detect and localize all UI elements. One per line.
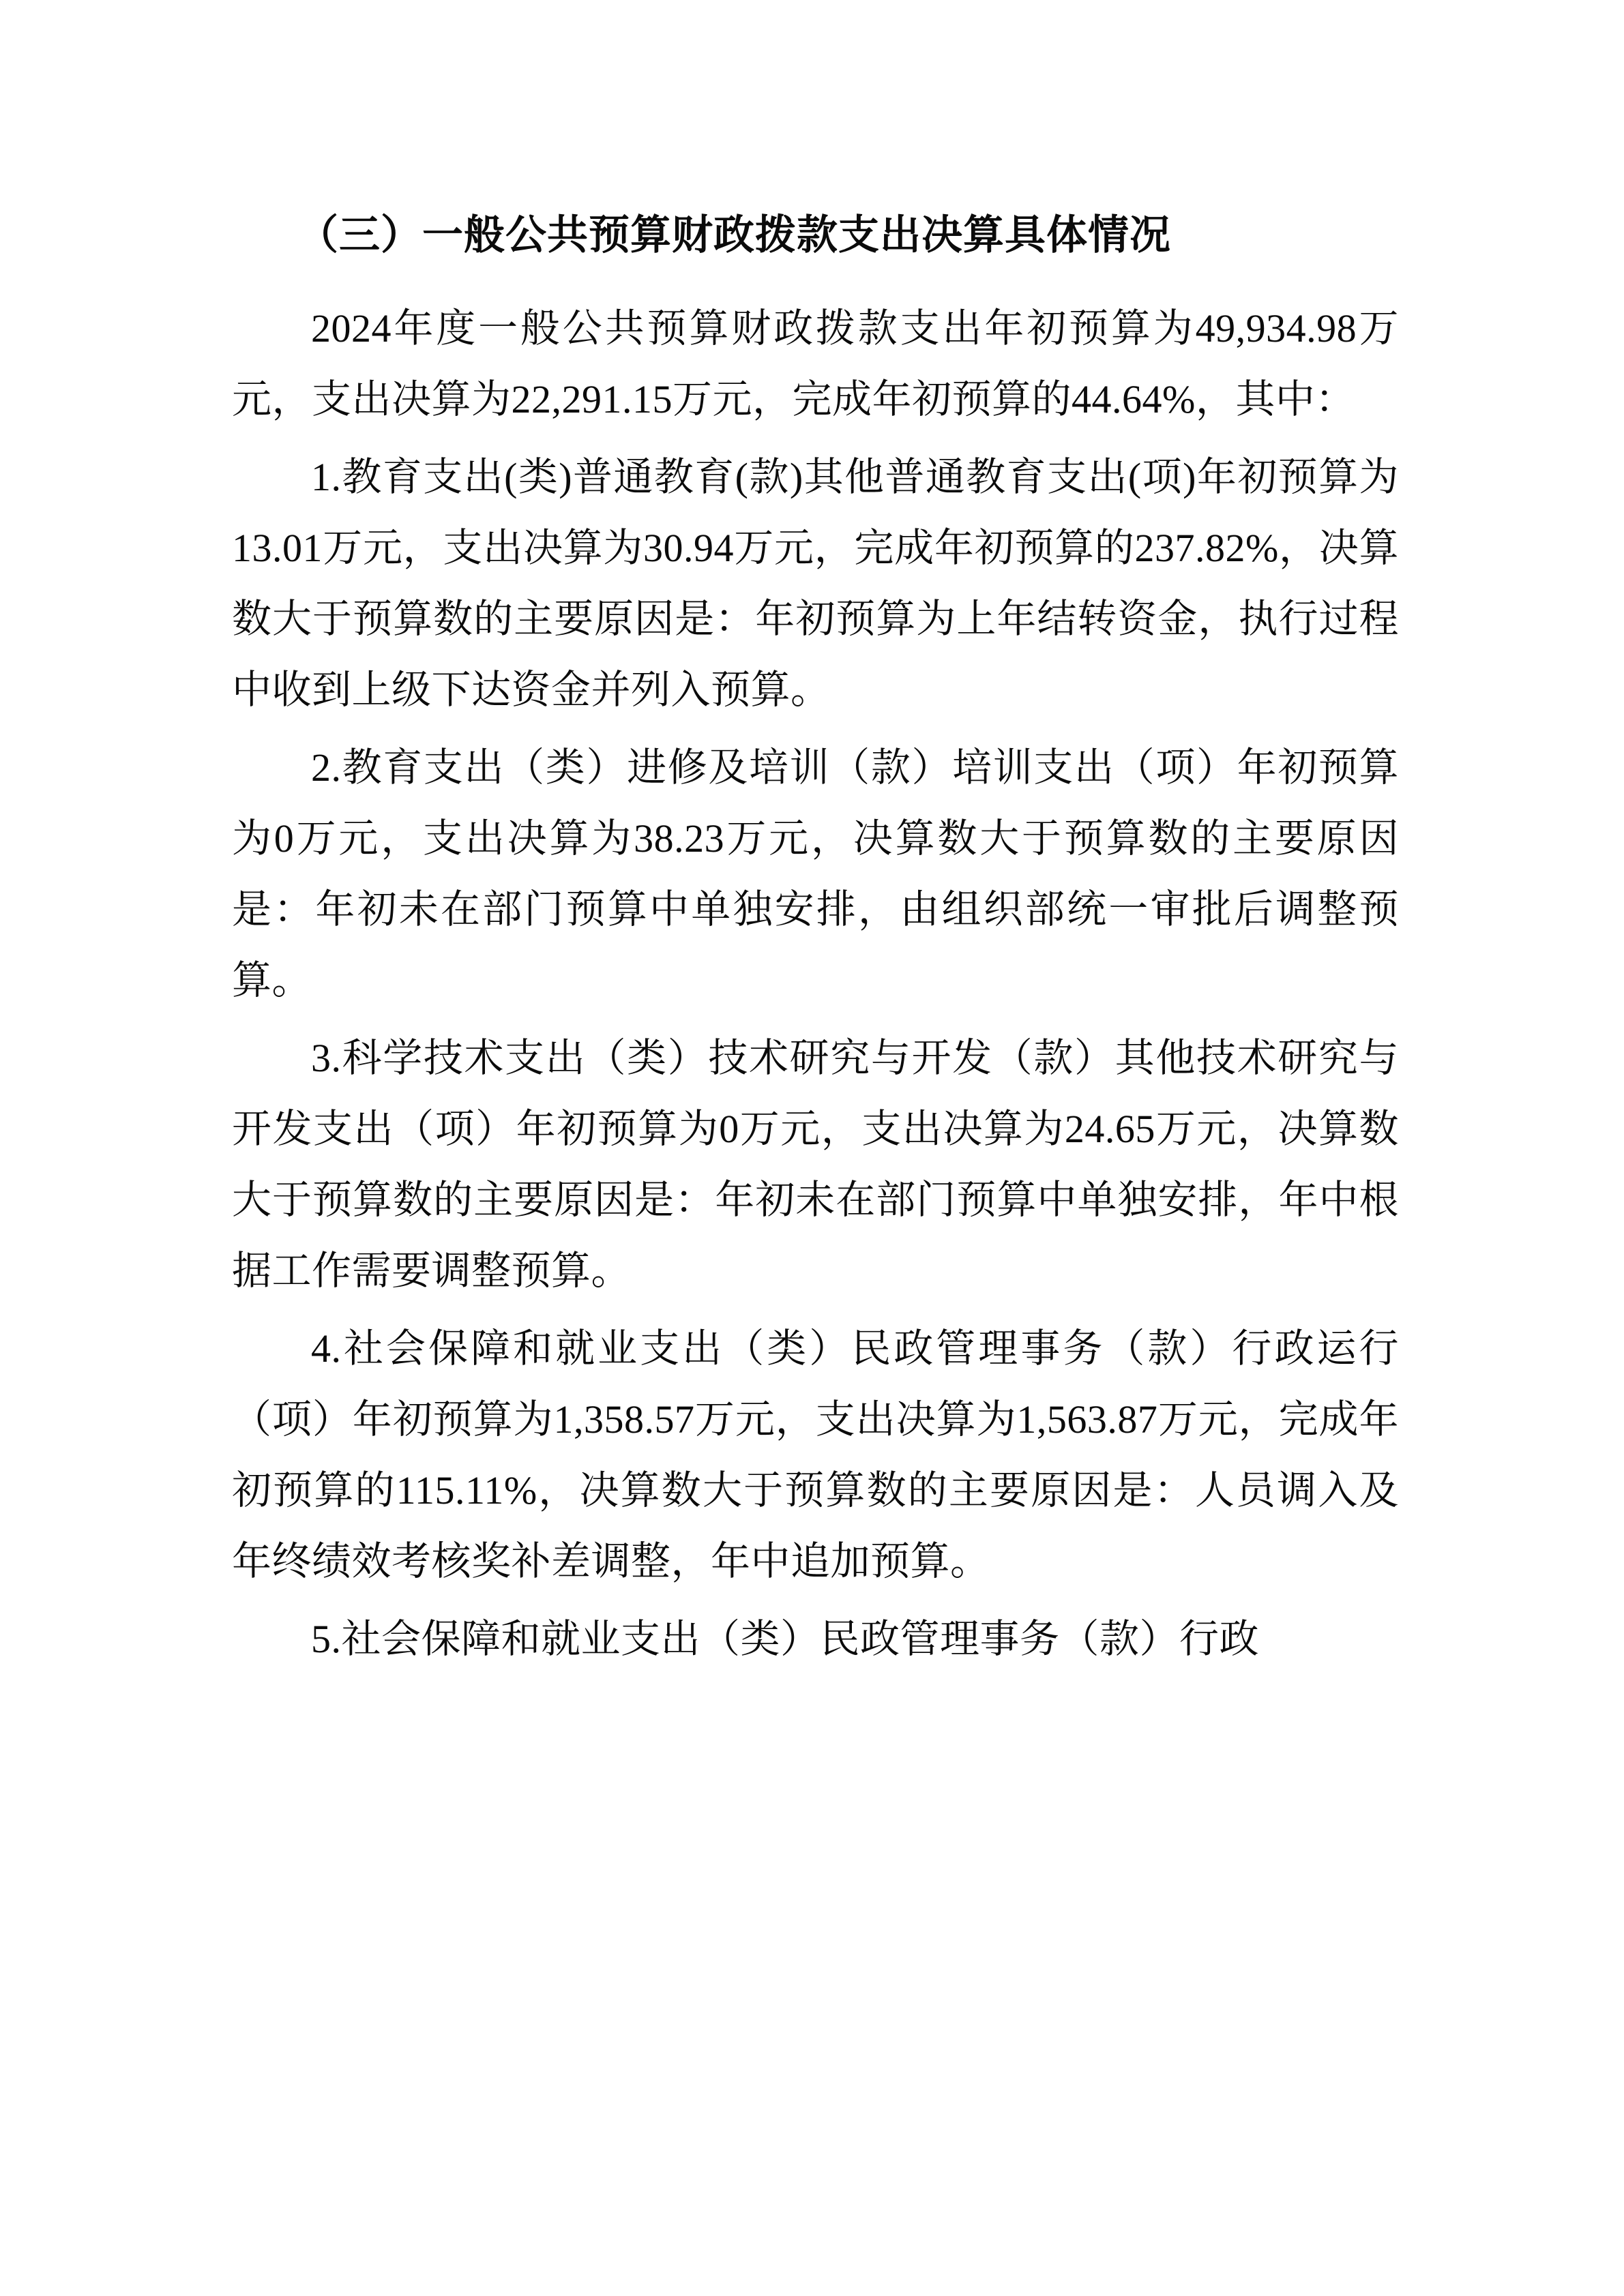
- paragraph-item-2: 2.教育支出（类）进修及培训（款）培训支出（项）年初预算为0万元，支出决算为38.23万元，决算数大于预算数的主要原因是：年初未在部门预算中单独安排，由组织部统一审批后调整预算。: [232, 745, 1399, 1002]
- paragraph-item-3: 3.科学技术支出（类）技术研究与开发（款）其他技术研究与开发支出（项）年初预算为0万元，支出决算为24.65万元，决算数大于预算数的主要原因是：年初未在部门预算中单独安排，年中根据工作需要调整预算。: [232, 1036, 1399, 1293]
- paragraph-item-5: 5.社会保障和就业支出（类）民政管理事务（款）行政: [311, 1617, 1260, 1661]
- paragraph-item-4: 4.社会保障和就业支出（类）民政管理事务（款）行政运行（项）年初预算为1,358.57万元，支出决算为1,563.87万元，完成年初预算的115.11%，决算数大于预算数的主要原因是：人员调入及年终绩效考核奖补差调整，年中追加预算。: [232, 1326, 1399, 1583]
- section-heading: （三）一般公共预算财政拨款支出决算具体情况: [297, 213, 1171, 258]
- paragraph-item-1: 1.教育支出(类)普通教育(款)其他普通教育支出(项)年初预算为13.01万元，支出决算为30.94万元，完成年初预算的237.82%，决算数大于预算数的主要原因是：年初预算为上年结转资金，执行过程中收到上级下达资金并列入预算。: [232, 455, 1399, 712]
- paragraph-summary: 2024年度一般公共预算财政拨款支出年初预算为49,934.98万元，支出决算为22,291.15万元，完成年初预算的44.64%，其中：: [232, 306, 1399, 421]
